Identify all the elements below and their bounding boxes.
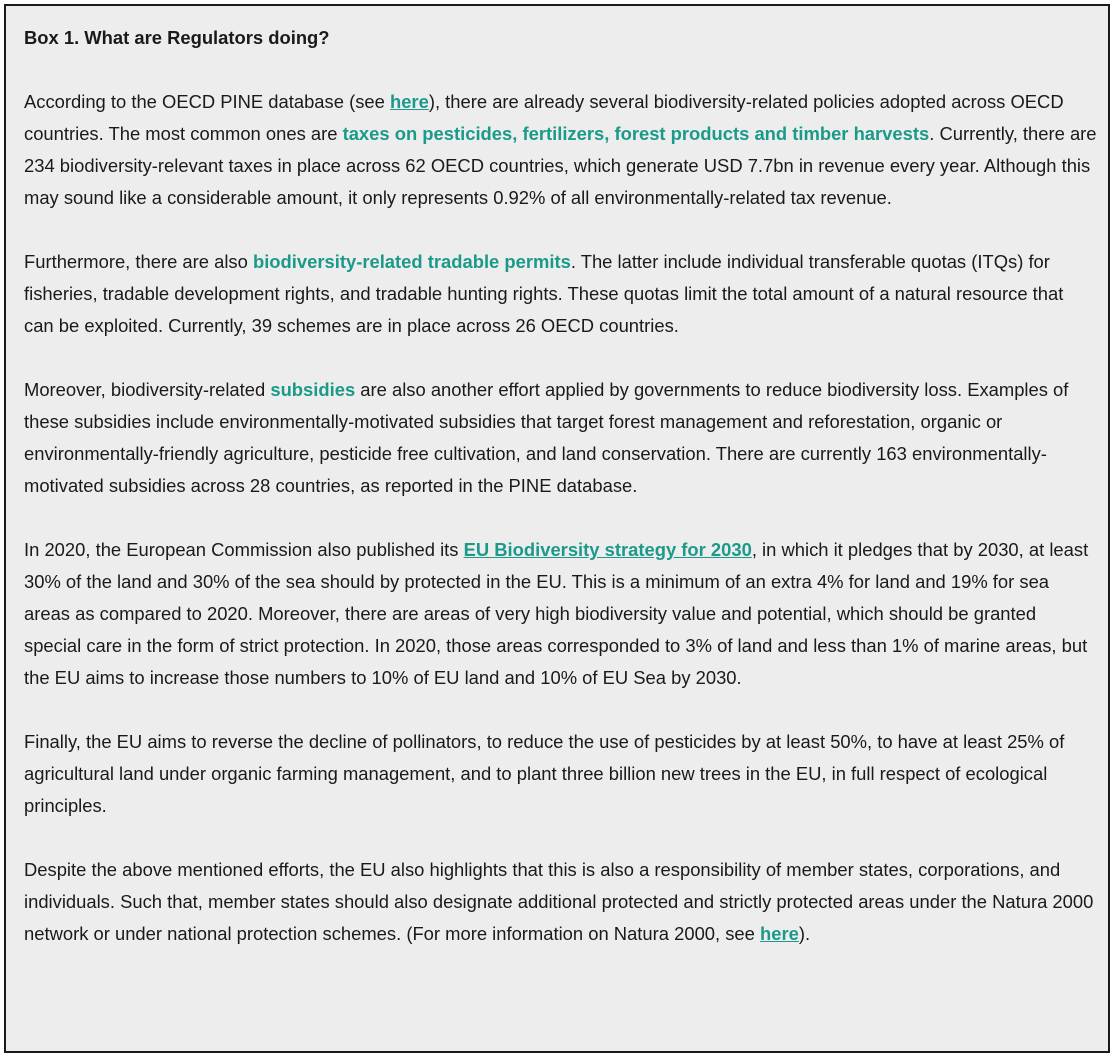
text: In 2020, the European Commission also published its — [24, 539, 464, 560]
paragraph-eu-aims — [24, 726, 1098, 822]
natura-2000-link[interactable]: here — [760, 923, 799, 944]
regulators-box — [4, 4, 1110, 1053]
text: Despite the above mentioned efforts, the EU also highlights that this is also a responsibility of member states, corporations, and individuals. Such that, member states should also designate additional protected and strictly protected areas under the Natura 2000 network or under national protection schemes. (For more information on Natura 2000, see — [24, 859, 1094, 944]
paragraph-eu-strategy — [24, 534, 1098, 694]
text: Furthermore, there are also — [24, 251, 253, 272]
paragraph-member-states — [24, 854, 1098, 950]
text: . Currently, there are 234 biodiversity-relevant taxes in place across 62 OECD countries, which generate USD 7.7bn in revenue every year. Although this may sound like a considerable amount, it only represents 0.92% of all environmentally-related tax revenue. — [24, 123, 1097, 208]
text: , in which it pledges that by 2030, at least 30% of the land and 30% of the sea should by protected in the EU. This is a minimum of an extra 4% for land and 19% for sea areas as compared to 2020. Moreover, there are areas of very high biodiversity value and potential, which should be granted special care in the form of strict protection. In 2020, those areas corresponded to 3% of land and less than 1% of marine areas, but the EU aims to increase those numbers to 10% of EU land and 10% of EU Sea by 2030. — [24, 539, 1089, 688]
paragraph-oecd-pine-taxes — [24, 86, 1098, 214]
text: are also another effort applied by governments to reduce biodiversity loss. Examples of these subsidies include environmentally-motivated subsidies that target forest management and reforestation, organic or environmentally-friendly agriculture, pesticide free cultivation, and land conservation. There are currently 163 environmentally-motivated subsidies across 28 countries, as reported in the PINE database. — [24, 379, 1069, 496]
text: . The latter include individual transferable quotas (ITQs) for fisheries, tradable development rights, and tradable hunting rights. These quotas limit the total amount of a natural resource that can be exploited. Currently, 39 schemes are in place across 26 OECD countries. — [24, 251, 1064, 336]
text: Moreover, biodiversity-related — [24, 379, 271, 400]
eu-biodiversity-strategy-link[interactable]: EU Biodiversity strategy for 2030 — [463, 539, 752, 560]
box-title: Box 1. What are Regulators doing? — [24, 27, 330, 48]
text: According to the OECD PINE database (see — [24, 91, 390, 112]
text: Finally, the EU aims to reverse the decline of pollinators, to reduce the use of pesticides by at least 50%, to have at least 25% of agricultural land under organic farming management, and to plant three billion new trees in the EU, in full respect of ecological principles. — [24, 731, 1065, 816]
highlight-subsidies: subsidies — [270, 379, 356, 400]
paragraph-subsidies — [24, 374, 1098, 502]
text: ). — [798, 923, 811, 944]
paragraph-tradable-permits — [24, 246, 1098, 342]
pine-database-link[interactable]: here — [389, 91, 429, 112]
highlight-tradable-permits: biodiversity-related tradable permits — [252, 251, 571, 272]
text: ), there are already several biodiversity-related policies adopted across OECD countries. The most common ones are — [24, 91, 1064, 144]
highlight-taxes: taxes on pesticides, fertilizers, forest products and timber harvests — [342, 123, 930, 144]
